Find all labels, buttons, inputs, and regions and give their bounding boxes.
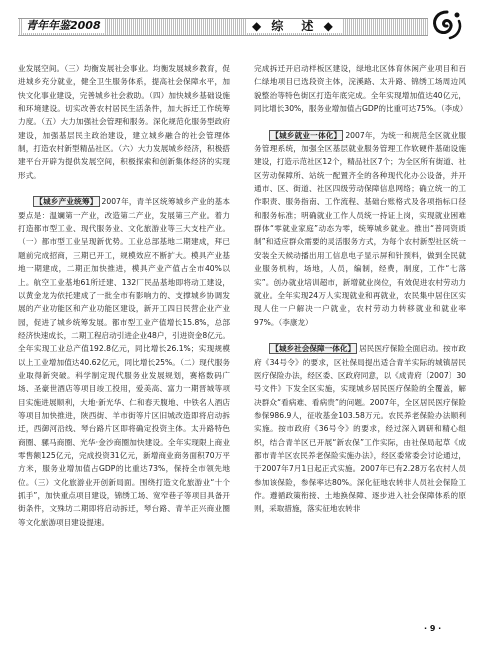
left-paragraph-1: 业发展空间。（三）均衡发展社会事业。均衡发展城乡教育，促进城乡充分就业，健全卫生服务体系，提高社会保障水平，加快文化事业建设，完善城乡社会救助。（四）加快城乡基础设施和环境建设。切实改善农村居民生活条件，加大拆迁工作统筹力度。（五）大力加强社会管理和服务。深化规范化服务型政府建设，加强基层民主政治建设，建立城乡融合的社会管理体制，打造农村新型精品社区。（六）大力发展城乡经济，积极搭建平台开辟为提供发展空间，积极探索和创新集体经济的实现形式。 [18,64,230,180]
employment-section-text: 2007年，为统一和规范全区就业服务管理系统，加强全区基层就业服务管理工作软硬件基础设施建设，打造示范社区12个，精品社区7个；为全区所有街道、社区劳动保障所、站统一配置齐全的各种现代化办公设备，并开通市、区、街道、社区四级劳动保障信息网络；确立统一的工作职责、服务指南、工作流程、基础台账格式及各项指标口径和服务标准；明确就业工作人员统一持证上岗，实现就业困难群体“零就业家庭”动态为零，统筹城乡就业。推出“普同资质制”和适应群众需要的灵活服务方式，为每个农村新型社区统一安装全天候动播出用工信息电子显示屏和针预料，做到全民就业服务机构，场地，人员，编制，经费，制度，工作“七落实”。创办就业培训超市，新增就业岗位，有效促进农村劳动力就业。全年实现24万人实现就业和再就业，农民集中居住区实现人住一户解决一户就业，农村劳动力转移就业和就业率97%。（李康龙） [254,130,466,327]
yearbook-title: 青年年鉴2008 [22,19,105,33]
social-security-section-tag: 【城乡社会保障一体化】 [271,344,356,354]
employment-section-tag: 【城乡就业一体化】 [271,130,342,140]
page-header [18,8,462,44]
page-number: · 9 · [424,624,442,633]
right-paragraph-2 [254,129,466,329]
right-paragraph-3 [254,342,466,515]
industry-section-tag: 【城乡产业统筹】 [35,197,98,207]
right-paragraph-1: 完成拆迁开启动样板区建设，绿地北区体育休闲产业项目和百仁绿地项目已选段资主体，浣溪路、太升路、锦绣工场周边风貌整治等特色街区打造年底完成。全年实现增加值达40亿元，同比增长30%，服务业增加值占GDP的比重可达75%。（李成） [254,64,468,114]
left-column [18,62,230,529]
social-security-section-text: 居民医疗保险全面启动。按市政府《34号令》的要求，区社保局提出适合青羊实际的城镇居民医疗保险办法，经区委、区政府同意，以《成青府〔2007〕30号文件》下发全区实施，实现城乡居民医疗保险的全覆盖，解决群众“看病难、看病贵”的问题。2007年，全区居民医疗保险参保986.9人，征收基金103.58万元。农民养老保险办法顺利实施。按市政府《36号令》的要求，经过深入调研和精心组织，结合青羊区已开展“新农保”工作实际，由社保局起草《成都市青羊区农民养老保险实施办法》，经区委常委会讨论通过，于2007年7月1日起正式实施。2007年已有2.28万名农村人员参加该保险，参保率达80%。深化征地农转非人员社会保险工作。遵循政策衔接、土地换保障、逐步进入社会保障体系的原则，采取措施，落实征地农转非 [254,344,467,514]
industry-section-text: 2007年，青羊区统筹城乡产业的基本要点是：温斓第一产业，改造第二产业，发展第三产业。着力打造都市型工业、现代服务业、文化旅游业等三大支柱产业。（一）都市型工业呈现新优势。工业总部基地二期建成，拜已题前完成招商，三期已开工，规模效应不断扩大。模具产业基地一期建成，二期正加快推进，模具产业产值占全市40%以上。航空工业基地61所迁建、132厂民品基地即将动工建设，以黄金龙为依托建成了一批全市有影响力的、支撑城乡协调发展的产业功能区和产业功能区建设，新开工四日民营企业产业园，促进了城乡统筹发展。都市型工业产值增长15.8%，总部经济快速成长，二期工程启动引进企业48户，引进资金8亿元。全年实现工业总产值192.8亿元，同比增长26.1%；实现规模以上工业增加值达40.62亿元，同比增长25%。（二）现代服务业取得新突破。科学制定现代服务业发展规划，赛格数码广场、圣豪世酒店等项目竣工投用，爱美高、富力一期晋城等项目实施进展顺利，大地·新光华、仁和春天腹地、中铁名人酒店等项目加快推进，陕西街、羊市街等片区旧城改造即将启动拆迁，西御河沿线、琴台路片区即将确定投资主体。太升路特色商圈、骡马商圈、光华·金沙商圈加快建设。全年实现限上商业零售额125亿元，完成投资31亿元，新增商业商务面积70万平方米，服务业增加值占GDP的比重达73%，保持全市领先地位。（三）文化旅游业开创新局面。围绕打造文化旅游业“十个抓手”，加快重点项目建设，锦绣工场、宽窄巷子等项目具备开街条件，文殊坊二期即将启动拆迁，琴台路、青羊正兴商业圈等文化旅游项目建设提速。 [18,197,230,527]
right-column [254,62,466,516]
left-paragraph-2 [18,195,230,529]
section-title: ◆ 综 述 ◆ [246,19,342,33]
swirl-logo-icon [430,8,464,42]
